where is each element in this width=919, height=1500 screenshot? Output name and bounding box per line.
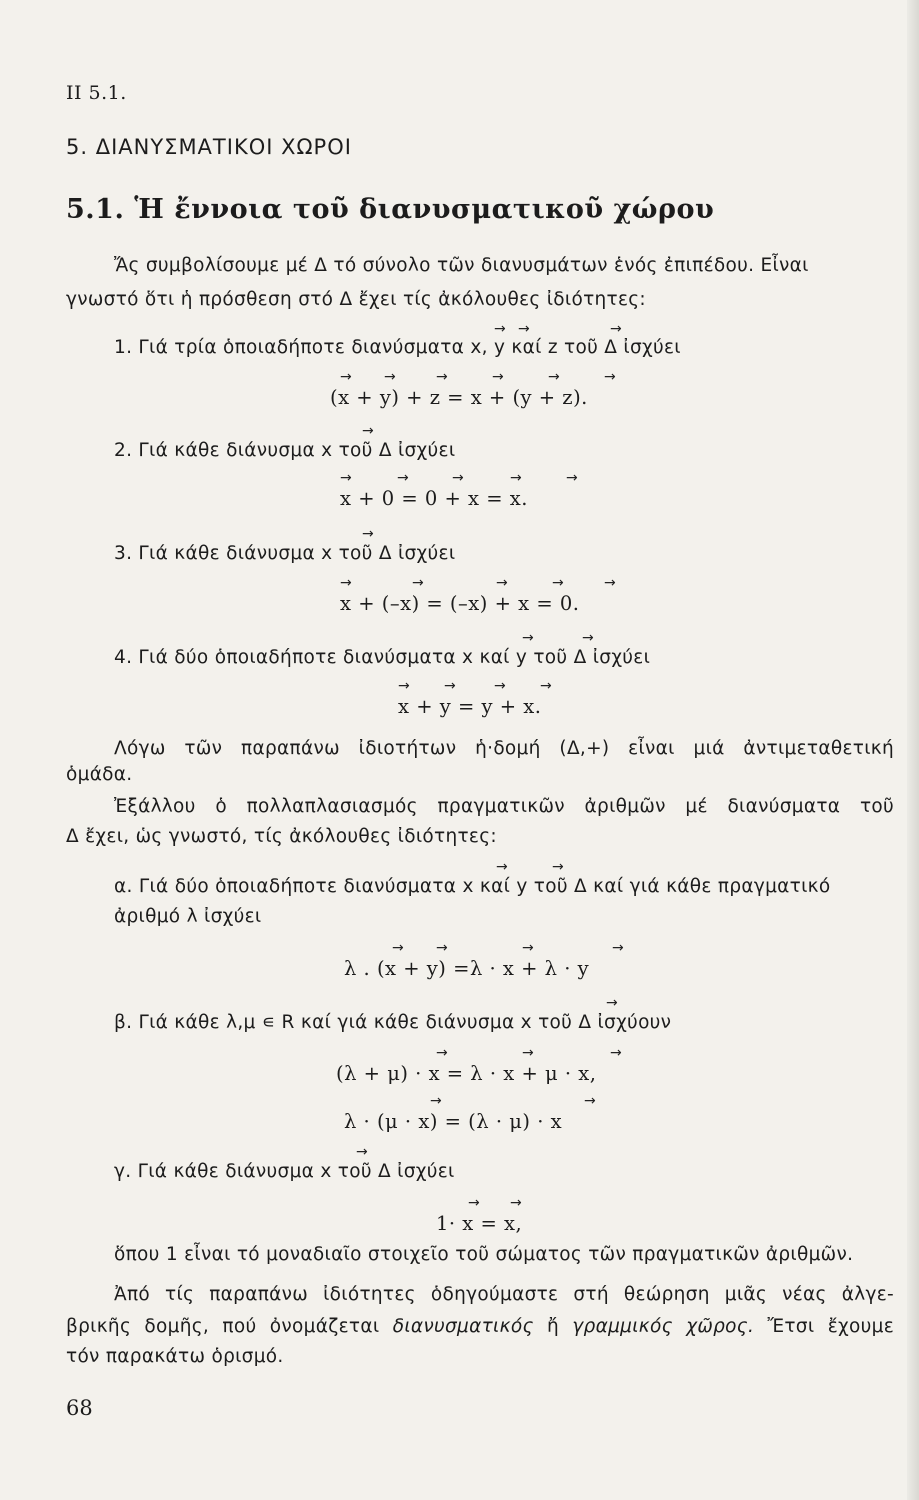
vector-arrow: → xyxy=(584,1093,596,1109)
term-linear-space: γραμμικός χῶρος. xyxy=(572,1316,755,1337)
vector-arrow: → xyxy=(436,369,448,385)
vector-arrow: → xyxy=(494,321,506,337)
item-4-formula: x + y = y + x. xyxy=(398,695,542,718)
conclusion-text-e: Ἔτσι ἔχουμε xyxy=(767,1316,894,1337)
vector-arrow: → xyxy=(356,1144,368,1160)
item-alpha-line-1: α. Γιά δύο ὁποιαδήποτε διανύσματα x καί y τοῦ Δ καί γιά κάθε πραγματικό xyxy=(114,876,831,897)
vector-arrow: → xyxy=(452,470,464,486)
vector-arrow: → xyxy=(494,678,506,694)
vector-arrow: → xyxy=(430,1093,442,1109)
group-line-2: ὁμάδα. xyxy=(66,764,133,785)
item-1-text: 1. Γιά τρία ὁποιαδήποτε διανύσματα x, y καί z τοῦ Δ ἰσχύει xyxy=(114,337,681,358)
chapter-title: 5. ΔΙΑΝΥΣΜΑΤΙΚΟΙ ΧΩΡΟΙ xyxy=(66,135,352,159)
item-4-text: 4. Γιά δύο ὁποιαδήποτε διανύσματα x καί y τοῦ Δ ἰσχύει xyxy=(114,647,651,668)
item-beta-formula-2: λ · (μ · x) = (λ · μ) · x xyxy=(344,1110,563,1133)
vector-arrow: → xyxy=(492,369,504,385)
vector-arrow: → xyxy=(604,369,616,385)
page-edge xyxy=(907,0,919,1500)
vector-arrow: → xyxy=(412,575,424,591)
vector-arrow: → xyxy=(340,369,352,385)
vector-arrow: → xyxy=(397,470,409,486)
vector-arrow: → xyxy=(496,575,508,591)
vector-arrow: → xyxy=(436,1045,448,1061)
vector-arrow: → xyxy=(510,1195,522,1211)
page-number: 68 xyxy=(66,1396,93,1420)
item-alpha-line-2: ἀριθμό λ ἰσχύει xyxy=(114,906,262,927)
item-2-formula: x + 0 = 0 + x = x. xyxy=(340,487,528,510)
conclusion-line-1: Ἀπό τίς παραπάνω ἰδιότητες ὁδηγούμαστε στή θεώρηση μιᾶς νέας ἀλγε- xyxy=(114,1284,894,1305)
intro-line-1: Ἄς συμβολίσουμε μέ Δ τό σύνολο τῶν διανυσμάτων ἑνός ἐπιπέδου. Εἶναι xyxy=(114,255,809,276)
vector-arrow: → xyxy=(610,1045,622,1061)
vector-arrow: → xyxy=(362,526,374,542)
vector-arrow: → xyxy=(468,1195,480,1211)
item-3-text: 3. Γιά κάθε διάνυσμα x τοῦ Δ ἰσχύει xyxy=(114,543,456,564)
conclusion-line-3: τόν παρακάτω ὁρισμό. xyxy=(66,1346,284,1367)
vector-arrow: → xyxy=(362,423,374,439)
vector-arrow: → xyxy=(522,940,534,956)
vector-arrow: → xyxy=(612,940,624,956)
conclusion-line-2 xyxy=(66,1316,894,1337)
running-head: II 5.1. xyxy=(66,82,127,104)
vector-arrow: → xyxy=(392,940,404,956)
item-beta-formula-1: (λ + μ) · x = λ · x + μ · x, xyxy=(336,1062,597,1085)
vector-arrow: → xyxy=(496,859,508,875)
item-beta-text: β. Γιά κάθε λ,μ ∊ R καί γιά κάθε διάνυσμα x τοῦ Δ ἰσχύουν xyxy=(114,1012,672,1033)
vector-arrow: → xyxy=(552,859,564,875)
section-title: 5.1. Ἡ ἔννοια τοῦ διανυσματικοῦ χώρου xyxy=(66,194,715,225)
mult-line-1: Ἐξάλλου ὁ πολλαπλασιασμός πραγματικῶν ἀριθμῶν μέ διανύσματα τοῦ xyxy=(114,796,894,817)
term-vector-space: διανυσματικός xyxy=(392,1316,534,1337)
mult-line-2: Δ ἔχει, ὡς γνωστό, τίς ἀκόλουθες ἰδιότητες: xyxy=(66,826,497,847)
item-3-formula: x + (–x) = (–x) + x = 0. xyxy=(340,592,580,615)
vector-arrow: → xyxy=(436,940,448,956)
vector-arrow: → xyxy=(566,470,578,486)
vector-arrow: → xyxy=(384,369,396,385)
vector-arrow: → xyxy=(606,995,618,1011)
conclusion-text-or: ἤ xyxy=(546,1316,559,1337)
vector-arrow: → xyxy=(582,630,594,646)
vector-arrow: → xyxy=(540,678,552,694)
vector-arrow: → xyxy=(610,321,622,337)
item-alpha-formula: λ . (x + y) =λ · x + λ · y xyxy=(344,957,590,980)
vector-arrow: → xyxy=(522,630,534,646)
vector-arrow: → xyxy=(398,678,410,694)
vector-arrow: → xyxy=(510,470,522,486)
unit-element-line: ὅπου 1 εἶναι τό μοναδιαῖο στοιχεῖο τοῦ σώματος τῶν πραγματικῶν ἀριθμῶν. xyxy=(114,1244,854,1265)
vector-arrow: → xyxy=(548,369,560,385)
vector-arrow: → xyxy=(444,678,456,694)
item-gamma-formula: 1· x = x, xyxy=(436,1212,523,1235)
vector-arrow: → xyxy=(340,470,352,486)
group-line-1: Λόγω τῶν παραπάνω ἰδιοτήτων ἡ·δομή (Δ,+) εἶναι μιά ἀντιμεταθετική xyxy=(114,738,894,759)
item-1-formula: (x + y) + z = x + (y + z). xyxy=(330,386,588,409)
conclusion-text-a: βρικῆς δομῆς, πού ὀνομάζεται xyxy=(66,1316,380,1337)
vector-arrow: → xyxy=(522,1045,534,1061)
intro-line-2: γνωστό ὅτι ἡ πρόσθεση στό Δ ἔχει τίς ἀκόλουθες ἰδιότητες: xyxy=(66,289,646,310)
item-gamma-text: γ. Γιά κάθε διάνυσμα x τοῦ Δ ἰσχύει xyxy=(114,1161,455,1182)
vector-arrow: → xyxy=(552,575,564,591)
item-2-text: 2. Γιά κάθε διάνυσμα x τοῦ Δ ἰσχύει xyxy=(114,440,456,461)
vector-arrow: → xyxy=(518,321,530,337)
vector-arrow: → xyxy=(604,575,616,591)
vector-arrow: → xyxy=(340,575,352,591)
